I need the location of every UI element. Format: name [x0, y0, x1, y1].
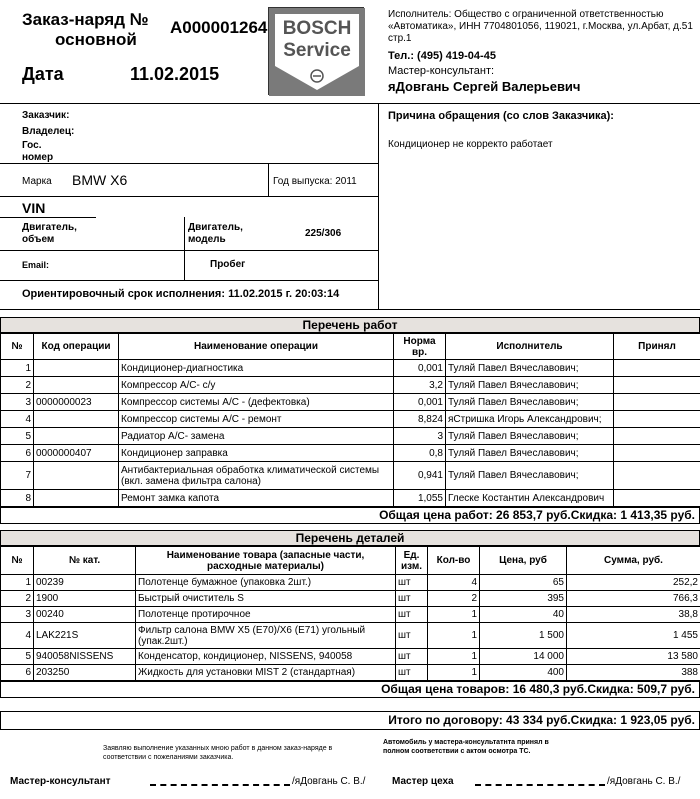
works-cell-executor: Туляй Павел Вячеславович; — [446, 360, 614, 377]
parts-cell-price: 1 500 — [480, 623, 567, 649]
parts-cell-num: 3 — [1, 607, 34, 623]
footer-master-label: Мастер-консультант — [10, 776, 111, 787]
parts-cell-sum: 388 — [567, 665, 700, 681]
bosch-service-logo — [268, 7, 364, 95]
parts-cell-sum: 13 580 — [567, 649, 700, 665]
parts-cell-qty: 2 — [428, 591, 480, 607]
works-cell-code — [34, 377, 119, 394]
works-row — [1, 411, 700, 428]
works-cell-norm: 0,001 — [394, 394, 446, 411]
works-cell-code — [34, 428, 119, 445]
works-cell-name: Ремонт замка капота — [119, 490, 394, 507]
parts-cell-name: Конденсатор, кондиционер, NISSENS, 940058 — [136, 649, 396, 665]
works-cell-norm: 1,055 — [394, 490, 446, 507]
engine-volume-label-1: Двигатель, — [22, 222, 77, 233]
executor-info: Исполнитель: Общество с ограниченной ответственностью «Автоматика», ИНН 7704801056, 119021, г.Москва, ул.Арбат, д.51 стр.1 — [388, 9, 693, 44]
parts-cell-name: Быстрый очиститель S — [136, 591, 396, 607]
parts-section — [0, 530, 700, 698]
customer-label: Заказчик: — [22, 110, 70, 121]
parts-row — [1, 665, 700, 681]
works-cell-accepted — [614, 445, 700, 462]
works-cell-name: Кондиционер-диагностика — [119, 360, 394, 377]
date-label: Дата — [22, 64, 64, 84]
parts-cell-price: 400 — [480, 665, 567, 681]
parts-cell-unit: шт — [396, 575, 428, 591]
master-signature-line — [150, 784, 290, 786]
parts-cell-cat: LAK221S — [34, 623, 136, 649]
parts-cell-price: 395 — [480, 591, 567, 607]
date-value: 11.02.2015 — [130, 64, 220, 84]
parts-header-cat: № кат. — [34, 547, 136, 575]
parts-row — [1, 575, 700, 591]
parts-cell-num: 6 — [1, 665, 34, 681]
works-cell-num: 1 — [1, 360, 34, 377]
parts-cell-num: 5 — [1, 649, 34, 665]
works-table — [0, 333, 700, 507]
parts-cell-cat: 940058NISSENS — [34, 649, 136, 665]
footer-shop-sign: /яДовгань С. В./ — [607, 776, 681, 787]
works-cell-name: Кондиционер заправка — [119, 445, 394, 462]
works-row — [1, 360, 700, 377]
works-cell-code: 0000000407 — [34, 445, 119, 462]
works-row — [1, 428, 700, 445]
works-cell-name: Компрессор системы A/C - (дефектовка) — [119, 394, 394, 411]
works-header-code: Код операции — [34, 334, 119, 360]
works-cell-code: 0000000023 — [34, 394, 119, 411]
vin-label: VIN — [22, 200, 46, 216]
reason-text: Кондиционер не корректо работает — [388, 139, 553, 150]
footer-statement: Заявляю выполнение указанных мною работ в данном заказ-наряде в соответствии с пожеланиями заказчика. — [103, 745, 333, 761]
works-cell-num: 4 — [1, 411, 34, 428]
works-cell-norm: 3,2 — [394, 377, 446, 394]
parts-cell-qty: 1 — [428, 665, 480, 681]
works-cell-code — [34, 462, 119, 490]
works-cell-executor: Туляй Павел Вячеславович; — [446, 445, 614, 462]
works-cell-accepted — [614, 428, 700, 445]
parts-header-price: Цена, руб — [480, 547, 567, 575]
works-cell-norm: 0,001 — [394, 360, 446, 377]
gos-label-1: Гос. — [22, 140, 42, 151]
parts-cell-qty: 1 — [428, 649, 480, 665]
works-cell-code — [34, 360, 119, 377]
works-cell-name: Антибактериальная обработка климатической системы (вкл. замена фильтра салона) — [119, 462, 394, 490]
grand-total: Итого по договору: 43 334 руб.Скидка: 1 923,05 руб. — [0, 711, 700, 730]
works-section — [0, 317, 700, 524]
works-cell-accepted — [614, 394, 700, 411]
parts-header-name: Наименование товара (запасные части, расходные материалы) — [136, 547, 396, 575]
parts-title: Перечень деталей — [0, 530, 700, 546]
parts-cell-cat: 203250 — [34, 665, 136, 681]
gos-label-2: номер — [22, 152, 54, 163]
footer-shop-label: Мастер цеха — [392, 776, 454, 787]
parts-cell-qty: 1 — [428, 607, 480, 623]
engine-model-label-1: Двигатель, — [188, 222, 243, 233]
works-cell-num: 7 — [1, 462, 34, 490]
brand-label: Марка — [22, 176, 52, 187]
works-row — [1, 490, 700, 507]
parts-cell-num: 4 — [1, 623, 34, 649]
works-cell-num: 6 — [1, 445, 34, 462]
engine-model-label-2: модель — [188, 234, 226, 245]
works-cell-executor: Туляй Павел Вячеславович; — [446, 428, 614, 445]
owner-label: Владелец: — [22, 126, 75, 137]
parts-cell-unit: шт — [396, 665, 428, 681]
parts-cell-num: 2 — [1, 591, 34, 607]
parts-row — [1, 607, 700, 623]
logo-bosch-text: BOSCH — [282, 18, 352, 39]
works-header-executor: Исполнитель — [446, 334, 614, 360]
works-cell-accepted — [614, 462, 700, 490]
works-header-norm: Норма вр. — [394, 334, 446, 360]
parts-row — [1, 649, 700, 665]
works-title: Перечень работ — [0, 317, 700, 333]
parts-cell-unit: шт — [396, 607, 428, 623]
parts-cell-name: Фильтр салона BMW X5 (E70)/X6 (E71) угольный (упак.2шт.) — [136, 623, 396, 649]
order-title: Заказ-наряд № — [22, 10, 149, 29]
order-subtitle: основной — [55, 30, 137, 49]
engine-volume-label-2: объем — [22, 234, 55, 245]
parts-row — [1, 623, 700, 649]
works-cell-executor: Туляй Павел Вячеславович; — [446, 377, 614, 394]
works-header-accepted: Принял — [614, 334, 700, 360]
works-cell-code — [34, 411, 119, 428]
works-cell-accepted — [614, 411, 700, 428]
works-cell-norm: 0,941 — [394, 462, 446, 490]
works-row — [1, 394, 700, 411]
shop-signature-line — [475, 784, 605, 786]
parts-row — [1, 591, 700, 607]
works-total: Общая цена работ: 26 853,7 руб.Скидка: 1 413,35 руб. — [0, 507, 700, 524]
footer-accept-statement: Автомобиль у мастера-консультатнта принял в полном соответствии с актом осмотра ТС. — [383, 739, 549, 755]
works-cell-accepted — [614, 360, 700, 377]
parts-header-sum: Сумма, руб. — [567, 547, 700, 575]
order-number: A000001264 — [170, 18, 268, 37]
parts-cell-cat: 1900 — [34, 591, 136, 607]
parts-cell-num: 1 — [1, 575, 34, 591]
works-cell-name: Радиатор А/С- замена — [119, 428, 394, 445]
mileage-label: Пробег — [210, 259, 246, 270]
logo-service-text: Service — [283, 40, 351, 61]
parts-cell-unit: шт — [396, 649, 428, 665]
engine-model-value: 225/306 — [305, 228, 342, 239]
master-name: яДовгань Сергей Валерьевич — [388, 79, 581, 94]
works-cell-executor: Глеске Костантин Александрович — [446, 490, 614, 507]
parts-cell-price: 14 000 — [480, 649, 567, 665]
parts-cell-price: 40 — [480, 607, 567, 623]
parts-cell-price: 65 — [480, 575, 567, 591]
works-header-name: Наименование операции — [119, 334, 394, 360]
parts-total: Общая цена товаров: 16 480,3 руб.Скидка: 509,7 руб. — [0, 681, 700, 698]
works-row — [1, 462, 700, 490]
parts-cell-name: Полотенце бумажное (упаковка 2шт.) — [136, 575, 396, 591]
works-cell-accepted — [614, 490, 700, 507]
parts-cell-cat: 00239 — [34, 575, 136, 591]
parts-cell-unit: шт — [396, 623, 428, 649]
works-row — [1, 445, 700, 462]
works-cell-name: Компрессор системы A/C - ремонт — [119, 411, 394, 428]
works-cell-executor: яСтришка Игорь Александрович; — [446, 411, 614, 428]
reason-label: Причина обращения (со слов Заказчика): — [388, 110, 614, 122]
works-cell-num: 5 — [1, 428, 34, 445]
works-cell-norm: 3 — [394, 428, 446, 445]
deadline: Ориентировочный срок исполнения: 11.02.2015 г. 20:03:14 — [22, 288, 340, 300]
works-cell-num: 3 — [1, 394, 34, 411]
parts-header-qty: Кол-во — [428, 547, 480, 575]
email-label: Email: — [22, 260, 50, 270]
parts-cell-cat: 00240 — [34, 607, 136, 623]
works-cell-num: 8 — [1, 490, 34, 507]
parts-cell-sum: 1 455 — [567, 623, 700, 649]
works-cell-accepted — [614, 377, 700, 394]
parts-cell-qty: 1 — [428, 623, 480, 649]
parts-cell-sum: 252,2 — [567, 575, 700, 591]
parts-cell-unit: шт — [396, 591, 428, 607]
works-cell-name: Компрессор А/С- с/у — [119, 377, 394, 394]
works-cell-norm: 8,824 — [394, 411, 446, 428]
works-row — [1, 377, 700, 394]
works-cell-code — [34, 490, 119, 507]
works-cell-norm: 0,8 — [394, 445, 446, 462]
footer-master-sign: /яДовгань С. В./ — [292, 776, 366, 787]
phone: Тел.: (495) 419-04-45 — [388, 50, 496, 62]
brand-value: BMW X6 — [72, 172, 128, 188]
works-cell-num: 2 — [1, 377, 34, 394]
parts-header-unit: Ед. изм. — [396, 547, 428, 575]
parts-cell-sum: 766,3 — [567, 591, 700, 607]
works-cell-executor: Туляй Павел Вячеславович; — [446, 394, 614, 411]
year-label: Год выпуска: 2011 — [273, 176, 357, 187]
works-header-num: № — [1, 334, 34, 360]
works-cell-executor: Туляй Павел Вячеславович; — [446, 462, 614, 490]
parts-header-num: № — [1, 547, 34, 575]
parts-table — [0, 546, 700, 681]
master-label: Мастер-консультант: — [388, 65, 495, 77]
parts-cell-qty: 4 — [428, 575, 480, 591]
parts-cell-name: Жидкость для установки MIST 2 (стандартная) — [136, 665, 396, 681]
parts-cell-name: Полотенце протирочное — [136, 607, 396, 623]
parts-cell-sum: 38,8 — [567, 607, 700, 623]
